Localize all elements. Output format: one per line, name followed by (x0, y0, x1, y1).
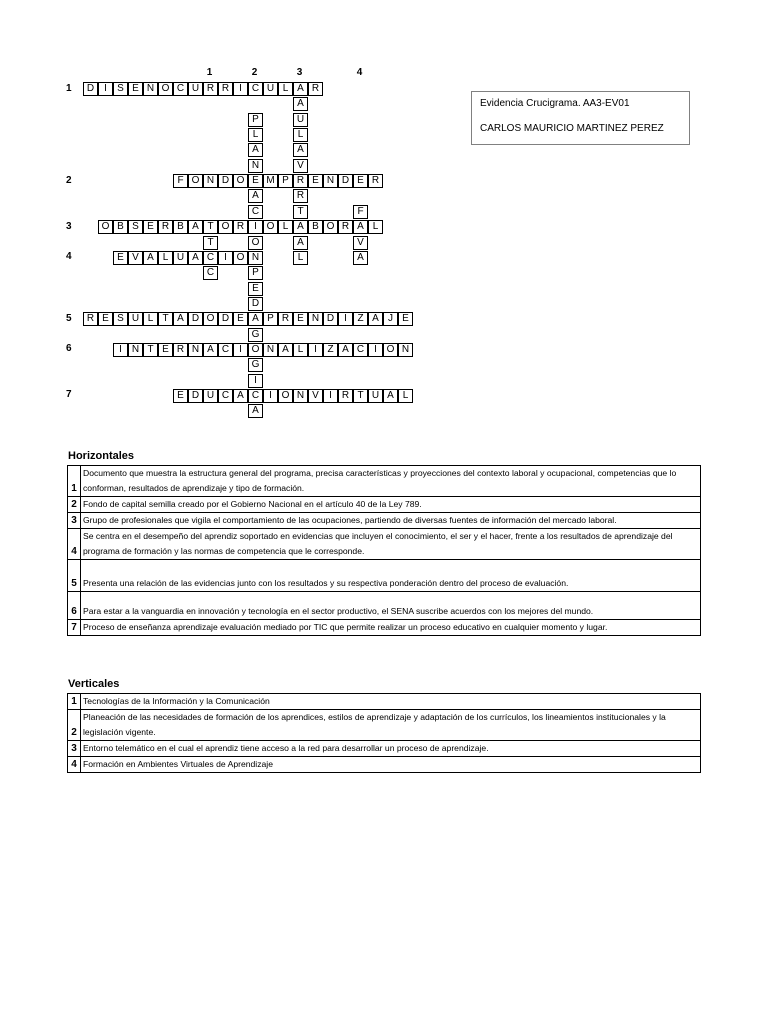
across-5-cell: E (98, 312, 113, 326)
across-3-cell: A (188, 220, 203, 234)
across-3-cell: S (128, 220, 143, 234)
clue-text: Tecnologías de la Información y la Comunicación (81, 694, 701, 710)
across-5-cell: Z (353, 312, 368, 326)
down-3-cell: L (293, 251, 308, 265)
down-3-cell: L (293, 128, 308, 142)
clue-text: Proceso de enseñanza aprendizaje evaluación mediado por TIC que permite realizar un proceso educativo en cualquier momento y lugar. (81, 620, 701, 636)
across-3-cell: O (218, 220, 233, 234)
across-1-cell: I (98, 82, 113, 96)
table-row (68, 710, 701, 741)
across-5-cell: S (113, 312, 128, 326)
across-6-cell: I (233, 343, 248, 357)
across-3-cell: R (233, 220, 248, 234)
row-number-3: 3 (66, 221, 72, 232)
across-5-cell: N (308, 312, 323, 326)
across-2-cell: O (233, 174, 248, 188)
evidence-title: Evidencia Crucigrama. AA3-EV01 (480, 98, 630, 109)
across-5-cell: A (248, 312, 263, 326)
down-2-cell: P (248, 113, 263, 127)
across-3-cell: O (263, 220, 278, 234)
down-3-cell: V (293, 159, 308, 173)
table-row (68, 620, 701, 636)
across-3-cell: R (158, 220, 173, 234)
column-number-2: 2 (251, 67, 258, 78)
down-2-cell: A (248, 189, 263, 203)
across-2-cell: O (188, 174, 203, 188)
across-7-cell: U (368, 389, 383, 403)
down-3-cell: U (293, 113, 308, 127)
across-7-cell: R (338, 389, 353, 403)
across-3-cell: O (323, 220, 338, 234)
down-3-cell: A (293, 143, 308, 157)
clue-text: Fondo de capital semilla creado por el Gobierno Nacional en el artículo 40 de la Ley 789. (81, 497, 701, 513)
across-7-cell: V (308, 389, 323, 403)
column-number-3: 3 (296, 67, 303, 78)
across-3-cell: B (173, 220, 188, 234)
across-6-cell: N (263, 343, 278, 357)
row-number-6: 6 (66, 343, 72, 354)
across-1-cell: E (128, 82, 143, 96)
across-4-cell: E (113, 251, 128, 265)
across-2-cell: N (203, 174, 218, 188)
across-2-cell: R (293, 174, 308, 188)
across-7-cell: C (218, 389, 233, 403)
across-6-cell: A (338, 343, 353, 357)
down-3-cell: A (293, 236, 308, 250)
across-3-cell: B (113, 220, 128, 234)
across-4-cell: U (173, 251, 188, 265)
verticales-table (67, 693, 701, 773)
down-2-cell: C (248, 205, 263, 219)
across-3-cell: I (248, 220, 263, 234)
across-5-cell: D (323, 312, 338, 326)
across-3-cell: R (338, 220, 353, 234)
down-2-cell: P (248, 266, 263, 280)
across-1-cell: A (293, 82, 308, 96)
across-1-cell: L (278, 82, 293, 96)
down-1-cell: C (203, 266, 218, 280)
across-6-cell: I (368, 343, 383, 357)
clue-text: Planeación de las necesidades de formación de los aprendices, estilos de aprendizaje y adaptación de los currículos, los lineamientos institucionales y la legislación vigente. (81, 710, 701, 741)
across-5-cell: I (338, 312, 353, 326)
across-5-cell: T (158, 312, 173, 326)
down-2-cell: A (248, 404, 263, 418)
across-1-cell: U (263, 82, 278, 96)
clue-text: Para estar a la vanguardia en innovación y tecnología en el sector productivo, el SENA suscribe acuerdos con los mejores del mundo. (81, 592, 701, 620)
clue-text: Presenta una relación de las evidencias junto con los resultados y su respectiva ponderación dentro del proceso de evaluación. (81, 560, 701, 592)
across-5-cell: L (143, 312, 158, 326)
column-number-1: 1 (206, 67, 213, 78)
clue-text: Documento que muestra la estructura general del programa, precisa características y proyecciones del contexto laboral y ocupacional, competencias que lo conforman, resultados de aprendizaje y tipo de formación. (81, 466, 701, 497)
across-2-cell: M (263, 174, 278, 188)
across-4-cell: A (188, 251, 203, 265)
across-6-cell: C (218, 343, 233, 357)
row-number-1: 1 (66, 83, 72, 94)
across-5-cell: E (398, 312, 413, 326)
across-3-cell: A (293, 220, 308, 234)
across-5-cell: D (218, 312, 233, 326)
clue-number: 4 (68, 529, 81, 560)
column-number-4: 4 (356, 67, 363, 78)
clue-number: 1 (68, 466, 81, 497)
across-4-cell: N (248, 251, 263, 265)
across-6-cell: A (203, 343, 218, 357)
across-5-cell: R (278, 312, 293, 326)
across-4-cell: O (233, 251, 248, 265)
across-3-cell: T (203, 220, 218, 234)
across-3-cell: E (143, 220, 158, 234)
across-2-cell: P (278, 174, 293, 188)
table-row (68, 694, 701, 710)
table-row (68, 529, 701, 560)
across-1-cell: S (113, 82, 128, 96)
down-2-cell: L (248, 128, 263, 142)
across-5-cell: P (263, 312, 278, 326)
across-4-cell: C (203, 251, 218, 265)
down-2-cell: G (248, 328, 263, 342)
clue-number: 1 (68, 694, 81, 710)
clue-number: 3 (68, 513, 81, 529)
down-2-cell: I (248, 374, 263, 388)
across-6-cell: T (143, 343, 158, 357)
across-6-cell: Z (323, 343, 338, 357)
across-5-cell: U (128, 312, 143, 326)
clue-text: Entorno telemático en el cual el aprendiz tiene acceso a la red para desarrollar un proceso de aprendizaje. (81, 741, 701, 757)
across-5-cell: J (383, 312, 398, 326)
across-6-cell: I (308, 343, 323, 357)
table-row (68, 592, 701, 620)
across-7-cell: E (173, 389, 188, 403)
across-6-cell: L (293, 343, 308, 357)
across-2-cell: E (353, 174, 368, 188)
clue-number: 7 (68, 620, 81, 636)
across-4-cell: A (143, 251, 158, 265)
across-3-cell: L (278, 220, 293, 234)
across-7-cell: I (263, 389, 278, 403)
verticales-title: Verticales (68, 678, 120, 690)
down-3-cell: R (293, 189, 308, 203)
across-5-cell: A (173, 312, 188, 326)
table-row (68, 466, 701, 497)
clue-number: 2 (68, 710, 81, 741)
across-5-cell: E (293, 312, 308, 326)
down-2-cell: G (248, 358, 263, 372)
across-6-cell: N (128, 343, 143, 357)
row-number-2: 2 (66, 175, 72, 186)
across-7-cell: D (188, 389, 203, 403)
across-7-cell: O (278, 389, 293, 403)
across-2-cell: F (173, 174, 188, 188)
across-3-cell: L (368, 220, 383, 234)
across-1-cell: I (233, 82, 248, 96)
across-2-cell: E (248, 174, 263, 188)
across-3-cell: B (308, 220, 323, 234)
info-box (471, 91, 690, 145)
down-3-cell: T (293, 205, 308, 219)
across-6-cell: O (248, 343, 263, 357)
down-2-cell: D (248, 297, 263, 311)
author-name: CARLOS MAURICIO MARTINEZ PEREZ (480, 123, 664, 134)
across-4-cell: L (158, 251, 173, 265)
clue-text: Se centra en el desempeño del aprendiz soportado en evidencias que incluyen el conocimiento, el ser y el hacer, frente a los resultados de aprendizaje del programa de formación y las normas de competencia que le corresponde. (81, 529, 701, 560)
down-4-cell: V (353, 236, 368, 250)
across-1-cell: R (203, 82, 218, 96)
across-4-cell: I (218, 251, 233, 265)
clue-number: 3 (68, 741, 81, 757)
down-2-cell: O (248, 236, 263, 250)
across-6-cell: I (113, 343, 128, 357)
across-2-cell: E (308, 174, 323, 188)
across-5-cell: O (203, 312, 218, 326)
across-2-cell: D (338, 174, 353, 188)
across-1-cell: R (308, 82, 323, 96)
clue-number: 6 (68, 592, 81, 620)
row-number-7: 7 (66, 389, 72, 400)
clue-text: Formación en Ambientes Virtuales de Aprendizaje (81, 757, 701, 773)
across-7-cell: I (323, 389, 338, 403)
horizontales-title: Horizontales (68, 450, 135, 462)
across-2-cell: R (368, 174, 383, 188)
across-5-cell: D (188, 312, 203, 326)
across-5-cell: E (233, 312, 248, 326)
down-3-cell: A (293, 97, 308, 111)
down-4-cell: F (353, 205, 368, 219)
row-number-4: 4 (66, 251, 72, 262)
across-1-cell: D (83, 82, 98, 96)
table-row (68, 757, 701, 773)
across-3-cell: O (98, 220, 113, 234)
across-7-cell: L (398, 389, 413, 403)
across-5-cell: R (83, 312, 98, 326)
down-1-cell: T (203, 236, 218, 250)
across-7-cell: N (293, 389, 308, 403)
across-2-cell: D (218, 174, 233, 188)
across-6-cell: O (383, 343, 398, 357)
across-2-cell: N (323, 174, 338, 188)
across-3-cell: A (353, 220, 368, 234)
horizontales-table (67, 465, 701, 636)
across-1-cell: R (218, 82, 233, 96)
across-1-cell: U (188, 82, 203, 96)
table-row (68, 741, 701, 757)
across-5-cell: A (368, 312, 383, 326)
across-1-cell: C (173, 82, 188, 96)
across-6-cell: N (398, 343, 413, 357)
across-6-cell: C (353, 343, 368, 357)
across-4-cell: V (128, 251, 143, 265)
across-1-cell: C (248, 82, 263, 96)
clue-number: 2 (68, 497, 81, 513)
across-6-cell: N (188, 343, 203, 357)
clue-text: Grupo de profesionales que vigila el comportamiento de las ocupaciones, partiendo de diversas fuentes de información del mercado laboral. (81, 513, 701, 529)
across-1-cell: Ñ (143, 82, 158, 96)
across-7-cell: T (353, 389, 368, 403)
table-row (68, 497, 701, 513)
down-2-cell: N (248, 159, 263, 173)
across-6-cell: R (173, 343, 188, 357)
across-6-cell: A (278, 343, 293, 357)
crossword-grid (0, 0, 768, 430)
clue-number: 4 (68, 757, 81, 773)
down-2-cell: E (248, 282, 263, 296)
across-7-cell: A (233, 389, 248, 403)
across-7-cell: U (203, 389, 218, 403)
down-2-cell: A (248, 143, 263, 157)
across-7-cell: A (383, 389, 398, 403)
table-row (68, 560, 701, 592)
row-number-5: 5 (66, 313, 72, 324)
table-row (68, 513, 701, 529)
across-6-cell: E (158, 343, 173, 357)
clue-number: 5 (68, 560, 81, 592)
across-1-cell: O (158, 82, 173, 96)
down-4-cell: A (353, 251, 368, 265)
across-7-cell: C (248, 389, 263, 403)
